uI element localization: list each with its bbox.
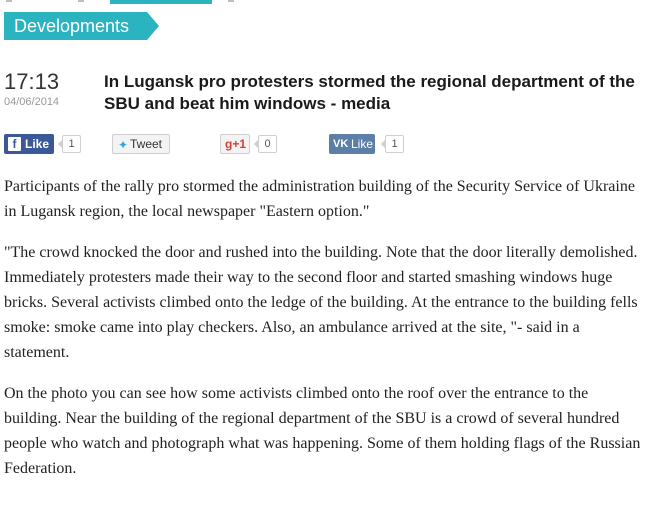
article-date: 04/06/2014: [4, 96, 60, 108]
section-label: Developments: [14, 16, 130, 36]
google-plus-button[interactable]: [220, 134, 250, 154]
vk-icon: VK: [333, 138, 349, 150]
article-body: [4, 174, 644, 497]
article-paragraph: "The crowd knocked the door and rushed into the building. Note that the door literally demolished. Immediately protesters made their way to the second floor and started smashing windows huge bricks. Several activists climbed onto the ledge of the building. At the entrance to the building fells smoke: smoke came into play checkers. Also, an ambulance arrived at the site, "- said in a statement.: [4, 244, 638, 361]
vk-like-button[interactable]: [329, 134, 375, 154]
vk-like-label: Like: [351, 137, 374, 151]
facebook-icon: f: [8, 137, 21, 151]
tweet-label: Tweet: [130, 137, 163, 151]
nav-separator: [6, 0, 12, 2]
twitter-bird-icon: ✦: [118, 138, 129, 152]
tweet-button[interactable]: [112, 134, 170, 154]
article-paragraph: On the photo you can see how some activists climbed onto the roof over the entrance to the building. Near the building of the regional department of the SBU is a crowd of several hundred people who watch and photograph what was happening. Some of them holding flags of the Russian Federation.: [4, 385, 641, 477]
article-paragraph: Participants of the rally pro stormed the administration building of the Security Service of Ukraine in Lugansk region, the local newspaper "Eastern option.": [4, 178, 635, 220]
facebook-like-label: Like: [25, 137, 50, 151]
google-plus-label: g+1: [225, 137, 247, 151]
facebook-like-button[interactable]: [4, 134, 54, 154]
nav-separator: [228, 0, 234, 2]
top-navigation-bar: [0, 0, 652, 4]
article-headline: In Lugansk pro protesters stormed the regional department of the SBU and beat him windows - media: [104, 72, 635, 113]
article-time: 17:13: [4, 69, 60, 94]
facebook-like-count: 1: [62, 135, 81, 153]
nav-separator: [78, 0, 84, 2]
nav-active-tab-indicator[interactable]: [110, 0, 212, 4]
google-plus-count: 0: [258, 135, 277, 153]
vk-like-count: 1: [385, 135, 404, 153]
share-bar: [0, 134, 652, 154]
section-ribbon[interactable]: [4, 12, 159, 40]
